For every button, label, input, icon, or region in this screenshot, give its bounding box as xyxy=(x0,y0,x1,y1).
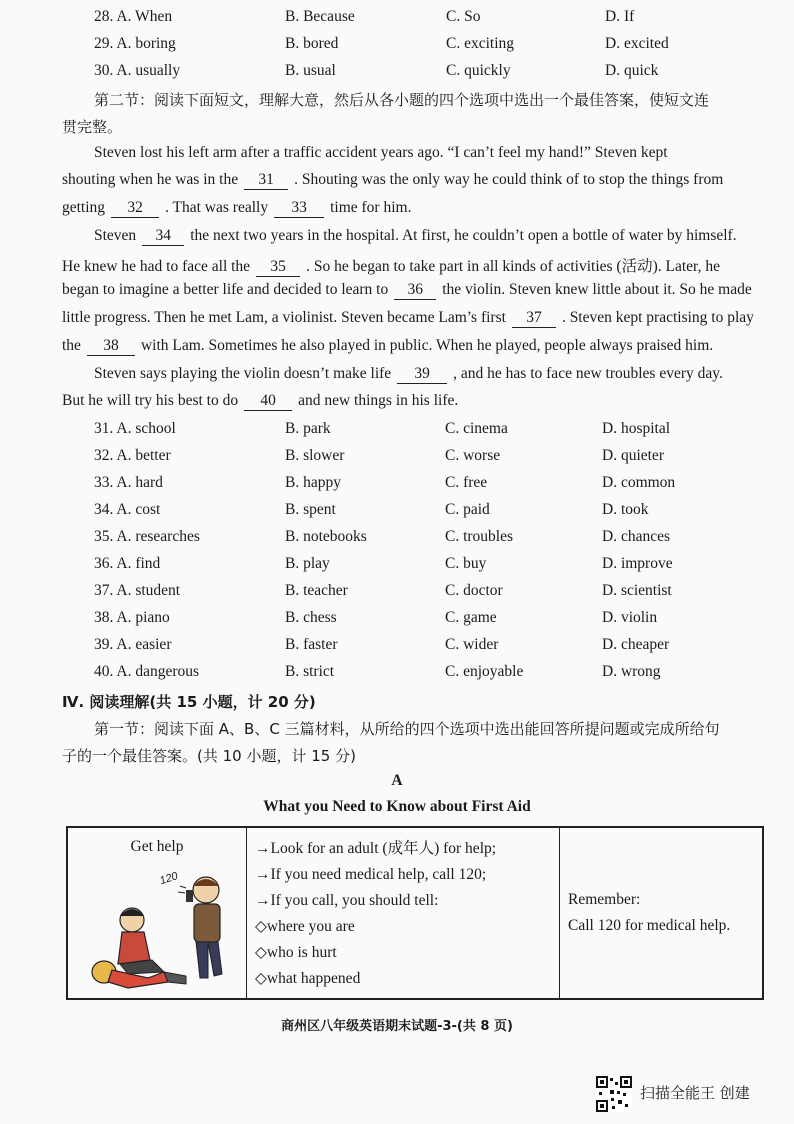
instructions-cell xyxy=(247,827,560,999)
option-d: D. took xyxy=(602,501,649,518)
option-row-28 xyxy=(0,8,794,32)
option-c: C. cinema xyxy=(445,420,508,437)
instruction-line: ◇who is hurt xyxy=(255,944,337,961)
blank-37: 37 xyxy=(512,309,556,328)
option-a: 38. A. piano xyxy=(94,609,170,626)
option-row-36 xyxy=(0,555,794,579)
remember-title: Remember: xyxy=(568,891,641,908)
option-b: B. park xyxy=(285,420,331,437)
option-b: B. notebooks xyxy=(285,528,367,545)
option-c: C. enjoyable xyxy=(445,663,524,680)
option-d: D. hospital xyxy=(602,420,671,437)
page-footer: 商州区八年级英语期末试题-3-(共 8 页) xyxy=(281,1019,513,1034)
passage-text: shouting when he was in the xyxy=(62,171,239,188)
passage-line xyxy=(94,365,762,384)
passage-text: the next two years in the hospital. At first, he couldn’t open a bottle of water by himself. xyxy=(190,227,737,244)
option-row-40 xyxy=(0,663,794,687)
passage-line xyxy=(62,199,762,218)
part4-instructions-line1: 第一节：阅读下面 A、B、C 三篇材料，从所给的四个选项中选出能回答所提问题或完成所给句 xyxy=(94,720,720,738)
remember-text: Call 120 for medical help. xyxy=(568,917,731,934)
option-row-37 xyxy=(0,582,794,606)
option-row-39 xyxy=(0,636,794,660)
option-a: 37. A. student xyxy=(94,582,181,599)
passage-text: time for him. xyxy=(330,199,412,216)
option-a: 36. A. find xyxy=(94,555,161,572)
passage-letter: A xyxy=(391,772,403,789)
blank-36: 36 xyxy=(394,281,436,300)
option-b: B. happy xyxy=(285,474,341,491)
passage-line: Steven lost his left arm after a traffic accident years ago. “I can’t feel my hand!” Steven kept xyxy=(94,144,668,161)
option-a: 39. A. easier xyxy=(94,636,172,653)
passage-text: But he will try his best to do xyxy=(62,392,239,409)
instruction-list xyxy=(247,828,559,992)
option-a: 33. A. hard xyxy=(94,474,163,491)
option-a: 32. A. better xyxy=(94,447,171,464)
passage-line xyxy=(62,392,762,411)
section2-heading-line2: 贯完整。 xyxy=(62,118,123,136)
option-a: 28. A. When xyxy=(94,8,173,25)
option-c: C. exciting xyxy=(446,35,515,52)
part4-heading: Ⅳ. 阅读理解(共 15 小题，计 20 分) xyxy=(62,693,316,711)
passage-line xyxy=(62,281,762,300)
first-aid-illustration xyxy=(68,860,246,1000)
passage-text: the xyxy=(62,337,81,354)
option-d: D. quieter xyxy=(602,447,664,464)
option-c: C. free xyxy=(445,474,488,491)
passage-text: began to imagine a better life and decided to learn to xyxy=(62,281,389,298)
option-row-34 xyxy=(0,501,794,525)
option-row-35 xyxy=(0,528,794,552)
option-row-33 xyxy=(0,474,794,498)
option-a: 35. A. researches xyxy=(94,528,200,545)
get-help-cell xyxy=(67,827,247,999)
instruction-line: ◇what happened xyxy=(255,970,361,987)
blank-38: 38 xyxy=(87,337,135,356)
blank-33: 33 xyxy=(274,199,324,218)
option-d: D. If xyxy=(605,8,635,25)
first-aid-table xyxy=(66,826,764,1000)
option-row-29 xyxy=(0,35,794,59)
option-c: C. wider xyxy=(445,636,499,653)
passage-text: and new things in his life. xyxy=(298,392,459,409)
option-b: B. teacher xyxy=(285,582,348,599)
option-b: B. Because xyxy=(285,8,355,25)
instruction-line: ◇where you are xyxy=(255,918,355,935)
blank-34: 34 xyxy=(142,227,184,246)
option-row-30 xyxy=(0,62,794,86)
option-a: 30. A. usually xyxy=(94,62,181,79)
passage-text: with Lam. Sometimes he also played in public. When he played, people always praised him. xyxy=(140,337,714,354)
option-row-31 xyxy=(0,420,794,444)
option-d: D. scientist xyxy=(602,582,672,599)
option-b: B. bored xyxy=(285,35,339,52)
option-c: C. troubles xyxy=(445,528,514,545)
option-b: B. spent xyxy=(285,501,336,518)
blank-31: 31 xyxy=(244,171,288,190)
passage-line xyxy=(62,254,762,277)
option-d: D. excited xyxy=(605,35,669,52)
instruction-line: →If you call, you should tell: xyxy=(255,892,439,909)
option-b: B. strict xyxy=(285,663,335,680)
option-a: 34. A. cost xyxy=(94,501,161,518)
option-a: 31. A. school xyxy=(94,420,176,437)
passage-text: . Shouting was the only way he could think of to stop the things from xyxy=(294,171,724,188)
option-row-32 xyxy=(0,447,794,471)
blank-32: 32 xyxy=(111,199,159,218)
qr-code-icon xyxy=(596,1076,632,1112)
option-b: B. faster xyxy=(285,636,338,653)
option-c: C. quickly xyxy=(446,62,511,79)
passage-title: What you Need to Know about First Aid xyxy=(263,798,531,815)
option-c: C. So xyxy=(446,8,481,25)
option-c: C. doctor xyxy=(445,582,503,599)
option-b: B. chess xyxy=(285,609,337,626)
passage-text: He knew he had to face all the xyxy=(62,258,251,275)
option-c: C. paid xyxy=(445,501,490,518)
passage-text: Steven says playing the violin doesn’t make life xyxy=(94,365,392,382)
option-c: C. worse xyxy=(445,447,501,464)
instruction-line: →If you need medical help, call 120; xyxy=(255,866,487,883)
option-b: B. slower xyxy=(285,447,345,464)
option-a: 40. A. dangerous xyxy=(94,663,200,680)
option-d: D. improve xyxy=(602,555,673,572)
passage-text: Steven xyxy=(94,227,137,244)
blank-35: 35 xyxy=(256,258,300,277)
illustration-120-label: 120 xyxy=(158,870,180,888)
blank-39: 39 xyxy=(397,365,447,384)
passage-text: . That was really xyxy=(165,199,269,216)
option-d: D. quick xyxy=(605,62,659,79)
option-b: B. play xyxy=(285,555,330,572)
passage-text: getting xyxy=(62,199,106,216)
option-d: D. cheaper xyxy=(602,636,670,653)
blank-40: 40 xyxy=(244,392,292,411)
option-d: D. violin xyxy=(602,609,658,626)
part4-instructions-line2: 子的一个最佳答案。(共 10 小题，计 15 分) xyxy=(62,747,356,765)
passage-text: . So he began to take part in all kinds of activities (活动). Later, he xyxy=(306,258,720,275)
scanner-watermark: 扫描全能王 创建 xyxy=(640,1084,750,1102)
option-d: D. common xyxy=(602,474,676,491)
passage-text: , and he has to face new troubles every day. xyxy=(453,365,723,382)
option-b: B. usual xyxy=(285,62,336,79)
option-c: C. game xyxy=(445,609,497,626)
remember-cell xyxy=(560,827,764,999)
option-d: D. chances xyxy=(602,528,670,545)
option-row-38 xyxy=(0,609,794,633)
option-a: 29. A. boring xyxy=(94,35,176,52)
get-help-title: Get help xyxy=(130,838,184,855)
passage-text: the violin. Steven knew little about it. So he made xyxy=(442,281,752,298)
passage-line xyxy=(62,309,762,328)
instruction-line: →Look for an adult (成年人) for help; xyxy=(255,840,497,857)
passage-line xyxy=(62,171,762,190)
passage-line xyxy=(62,337,762,356)
passage-line xyxy=(94,227,762,246)
passage-text: little progress. Then he met Lam, a violinist. Steven became Lam’s first xyxy=(62,309,506,326)
passage-text: . Steven kept practising to play xyxy=(561,309,754,326)
section2-heading-line1: 第二节：阅读下面短文，理解大意，然后从各小题的四个选项中选出一个最佳答案，使短文连 xyxy=(94,91,710,109)
option-d: D. wrong xyxy=(602,663,661,680)
option-c: C. buy xyxy=(445,555,487,572)
